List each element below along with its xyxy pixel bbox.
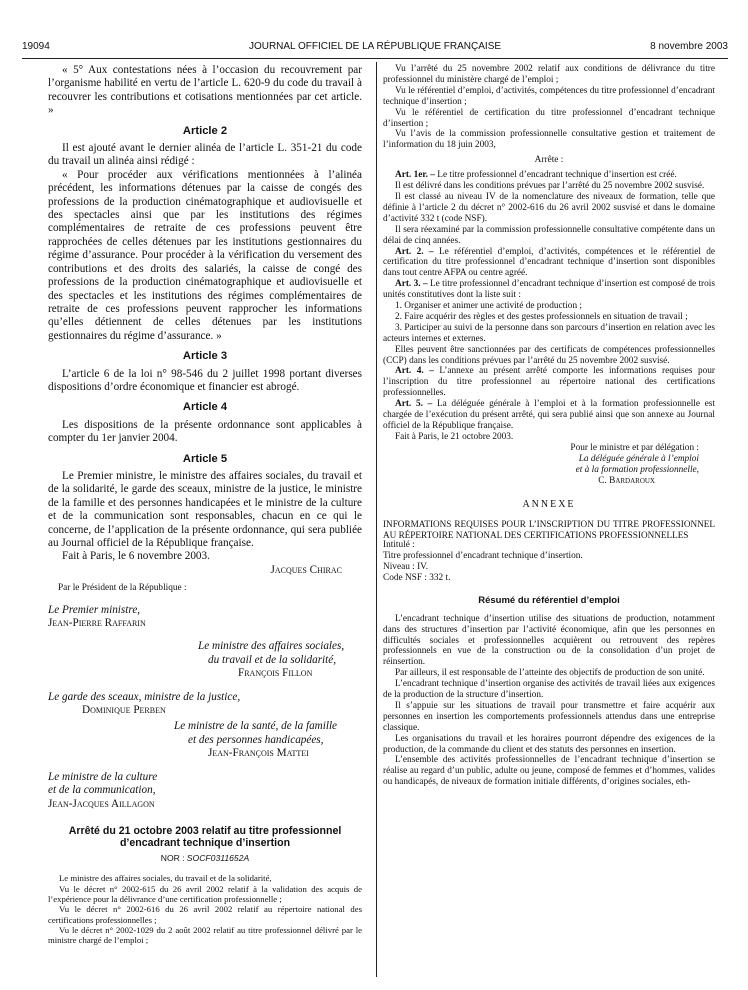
resume-para-1: L’encadrant technique d’insertion utilise des situations de production, notamment dans des structures d’insertion par l’activité économique, afin que les personnes en difficultés sociales et professionnelles acquièrent ou retrouvent des repères professionnels en vue de la construction ou de la consolidation d’un projet de réinsertion.: [383, 613, 715, 668]
culture-title-1: Le ministre de la culture: [48, 770, 158, 783]
code-nsf-value: Code NSF : 332 t.: [383, 572, 451, 583]
visa-decret-615: Vu le décret n° 2002-615 du 26 avril 2002 relatif à la validation des acquis de l’expérience pour la délivrance d’une certification professionnelle ;: [48, 883, 362, 904]
article-4: [383, 366, 715, 399]
article-3-text: Le titre professionnel d’encadrant technique d’insertion est composé de trois unités constitutives dont la liste suit :: [383, 279, 715, 301]
header-rule: [22, 58, 728, 59]
article-2-heading: Article 2: [182, 124, 228, 137]
resume-para-5: Les organisations du travail et les horaires pourront dépendre des exigences de la production, de la commande du client et des statuts des personnes en insertion.: [383, 733, 715, 755]
article-3-item-3: 3. Participer au suivi de la personne dans son parcours d’insertion en relation avec les acteurs internes et externes.: [383, 322, 715, 344]
resume-heading: Résumé du référentiel d’emploi: [478, 594, 620, 606]
article-4-text: L’annexe au présent arrêté comporte les informations requises pour l’inscription du titre professionnel au répertoire national des certifications professionnelles.: [383, 366, 715, 399]
garde-sceaux-name: Dominique Perben: [82, 704, 166, 717]
article-3-para: L’article 6 de la loi n° 98-546 du 2 juillet 1998 portant diverses dispositions d’ordre économique et financier est abrogé.: [48, 367, 362, 393]
article-4-heading: Article 4: [182, 401, 228, 414]
visa-avis-commission: Vu l’avis de la commission professionnelle consultative gestion et traitement de l’information du 18 juin 2003,: [383, 129, 715, 151]
right-column: [383, 64, 715, 788]
journal-title: JOURNAL OFFICIEL DE LA RÉPUBLIQUE FRANÇAISE: [248, 41, 502, 52]
nor-reference: [48, 852, 362, 865]
visa-decret-616: Vu le décret n° 2002-616 du 26 avril 2002 relatif au répertoire national des certifications professionnelles ;: [48, 904, 362, 925]
article-2: [383, 247, 715, 280]
article-1: [383, 170, 715, 181]
intro-paragraph: « 5° Aux contestations nées à l’occasion du recouvrement par l’organisme habilité en vertu de l’article L. 620-9 du code du travail à recouvrer les contributions et cotisations mentionnées par cet article. »: [48, 64, 362, 117]
visa-arrete-2002: Vu l’arrêté du 25 novembre 2002 relatif aux conditions de délivrance du titre professionnel du ministère chargé de l’emploi ;: [383, 64, 715, 85]
article-2-label: Art. 2. –: [395, 246, 434, 257]
article-5: [383, 399, 715, 432]
left-column: [48, 64, 362, 945]
article-2-para-1: Il est ajouté avant le dernier alinéa de l’article L. 351-21 du code du travail un alinéa ainsi rédigé :: [48, 142, 362, 168]
par-le-president: Par le Président de la République :: [58, 583, 187, 594]
nor-label: NOR :: [160, 852, 185, 863]
article-3-heading: Article 3: [182, 350, 228, 363]
page-number: 19094: [22, 41, 50, 52]
sante-title-2: et des personnes handicapées,: [188, 733, 324, 746]
article-5-heading: Article 5: [182, 452, 228, 465]
signature-title-1: La déléguée générale à l’emploi: [578, 453, 699, 464]
running-header: [22, 41, 728, 55]
article-5-label: Art. 5. –: [395, 399, 433, 410]
garde-sceaux-title: Le garde des sceaux, ministre de la justice,: [48, 690, 241, 703]
visa-minister: Le ministre des affaires sociales, du travail et de la solidarité,: [59, 873, 272, 884]
visa-decret-1029: Vu le décret n° 2002-1029 du 2 août 2002 relatif au titre professionnel délivré par le ministre chargé de l’emploi ;: [48, 924, 362, 946]
article-2-text: Le référentiel d’emploi, d’activités, compétences et le référentiel de certification du titre professionnel d’encadrant technique d’insertion sont disponibles dans tout centre AFPA ou centre agréé.: [383, 246, 716, 279]
nor-value: SOCF0311652A: [186, 852, 250, 863]
arrete-title: Arrêté du 21 octobre 2003 relatif au titre professionnel d’encadrant technique d’insertion: [68, 824, 342, 849]
resume-para-2: Par ailleurs, il est responsable de l’atteinte des objectifs de production de son unité.: [395, 668, 705, 679]
article-2-para-2: « Pour procéder aux vérifications mentionnées à l’alinéa précédent, les informations détenues par la caisse de congés des professions de la production cinématographique et audiovisuelle et des spectacles ainsi que par les institutions des régimes complémentaires de retraite de ces professions peuvent être rapprochées de celles détenues par les institutions gestionnaires du régime d’assurance. Pour procéder à la vérification du versement des contributions et des droits des salariés, la caisse de congé des professions de la production cinématographique et audiovisuelle et des spectacles et les institutions des régimes complémentaires de retraite de ces professions peuvent rapprocher les informations qu’elles détiennent de celles détenues par les institutions gestionnaires du régime d’assurance. »: [48, 168, 362, 342]
arrete-heading: Arrête :: [534, 155, 564, 166]
intitule-label: Intitulé :: [383, 540, 415, 551]
fait-a-paris-2: Fait à Paris, le 21 octobre 2003.: [395, 431, 514, 442]
titre-value: Titre professionnel d’encadrant technique d’insertion.: [383, 551, 583, 562]
infos-requises: INFORMATIONS REQUISES POUR L’INSCRIPTION DU TITRE PROFESSIONNEL AU RÉPERTOIRE NATIONAL DES CERTIFICATIONS PROFESSIONNELLES: [383, 519, 715, 540]
visas-block: [48, 873, 362, 945]
article-5-text: La déléguée générale à l’emploi et à la formation professionnelle est chargée de l’exécution du présent arrêté, qui sera publié ainsi que son annexe au Journal officiel de la République française.: [383, 399, 716, 431]
article-1-text: Le titre professionnel d’encadrant technique d’insertion est créé.: [437, 170, 677, 181]
resume-para-6: L’ensemble des activités professionnelles de l’encadrant technique d’insertion se réalise au regard d’un public, adulte ou jeune, composé de femmes et d’hommes, valides ou handicapés, de niveaux de formation initiale différents, d’origines sociales, eth-: [383, 755, 715, 788]
article-1-para-4: Il sera réexaminé par la commission professionnelle consultative compétente dans un délai de cinq années.: [383, 224, 715, 246]
pm-title: Le Premier ministre,: [48, 603, 141, 616]
article-4-label: Art. 4. –: [395, 366, 434, 377]
issue-date: 8 novembre 2003: [650, 41, 728, 52]
article-3-para: Elles peuvent être sanctionnées par des certificats de compétences professionnelles (CCP) dans les conditions prévues par l’arrêté du 25 novembre 2002 susvisé.: [383, 344, 715, 366]
article-1-para-3: Il est classé au niveau IV de la nomenclature des niveaux de formation, telle que définie à l’article 2 du décret n° 2002-616 du 26 avril 2002 susvisé et dans le domaine d’activité 332 t (code NSF).: [383, 191, 715, 224]
visa-referentiel-certification: Vu le référentiel de certification du titre professionnel d’encadrant technique d’insertion ;: [383, 107, 715, 129]
article-3-item-1: 1. Organiser et animer une activité de production ;: [395, 301, 582, 312]
signature-name: C. Bardaroux: [598, 475, 655, 486]
article-1-para-2: Il est délivré dans les conditions prévues par l’arrêté du 25 novembre 2002 susvisé.: [395, 181, 705, 192]
pm-name: Jean-Pierre Raffarin: [48, 617, 146, 630]
culture-title-2: et de la communication,: [48, 784, 156, 797]
annexe-infos: [383, 519, 715, 583]
culture-name: Jean-Jacques Aillagon: [48, 797, 155, 810]
niveau-value: Niveau : IV.: [383, 561, 429, 572]
affaires-sociales-name: François Fillon: [238, 667, 313, 680]
affaires-sociales-title-2: du travail et de la solidarité,: [208, 653, 337, 666]
affaires-sociales-title-1: Le ministre des affaires sociales,: [198, 640, 345, 653]
column-divider: [376, 62, 377, 977]
sante-name: Jean-François Mattei: [208, 747, 309, 760]
article-5-para: Le Premier ministre, le ministre des affaires sociales, du travail et de la solidarité, le garde des sceaux, ministre de la justice, le ministre de la famille et des personnes handicapées et le ministre de la culture et de la communication sont responsables, chacun en ce qui le concerne, de l’application de la présente ordonnance, qui sera publiée au Journal officiel de la République française.: [48, 469, 362, 549]
article-1-label: Art. 1er. –: [395, 170, 435, 181]
article-3: [383, 279, 715, 301]
signature-title-2: et à la formation professionnelle,: [575, 464, 699, 475]
article-3-label: Art. 3. –: [395, 279, 428, 290]
signature-intro: Pour le ministre et par délégation :: [570, 442, 699, 453]
sante-title-1: Le ministre de la santé, de la famille: [174, 720, 338, 733]
article-4-para: Les dispositions de la présente ordonnance sont applicables à compter du 1er janvier 2004.: [48, 418, 362, 445]
visa-referentiel-emploi: Vu le référentiel d’emploi, d’activités, compétences du titre professionnel d’encadrant technique d’insertion ;: [383, 85, 715, 107]
resume-para-4: Il s’appuie sur les situations de travail pour transmettre et faire acquérir aux personnes en insertion les comportements professionnels attendus dans une entreprise classique.: [383, 700, 715, 733]
article-3-item-2: 2. Faire acquérir des règles et des gestes professionnels en situation de travail ;: [395, 311, 688, 322]
fait-a-paris: Fait à Paris, le 6 novembre 2003.: [62, 550, 210, 563]
resume-para-3: L’encadrant technique d’insertion organise des activités de travail liées aux exigences de la production de la structure d’insertion.: [383, 679, 715, 701]
president-name: Jacques Chirac: [270, 563, 342, 576]
annexe-heading: ANNEXE: [522, 499, 576, 511]
